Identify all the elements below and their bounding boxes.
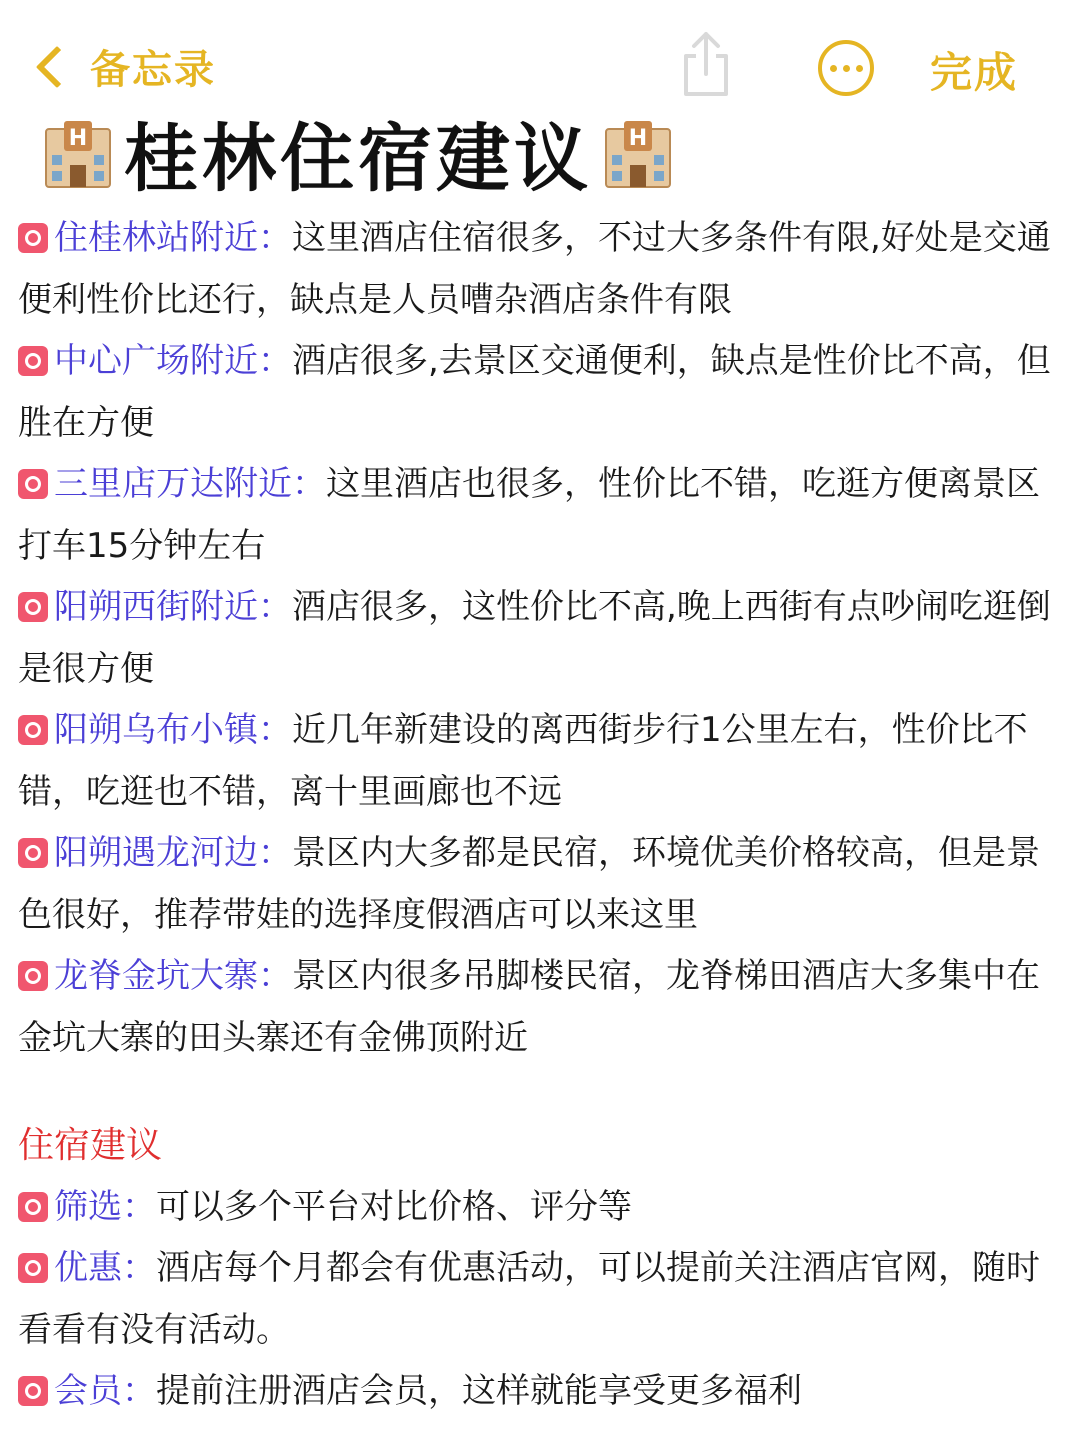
area-name: 阳朔遇龙河边： bbox=[54, 833, 292, 873]
list-item bbox=[18, 700, 1070, 823]
nav-bar bbox=[0, 0, 1080, 110]
red-circle-bullet-icon bbox=[18, 715, 48, 745]
red-circle-bullet-icon bbox=[18, 346, 48, 376]
section-heading: 住宿建议 bbox=[18, 1125, 163, 1166]
red-circle-bullet-icon bbox=[18, 1253, 48, 1283]
tip-name: 优惠： bbox=[54, 1248, 156, 1288]
list-item bbox=[18, 577, 1070, 700]
done-button[interactable]: 完成 bbox=[930, 48, 1019, 97]
area-name: 阳朔乌布小镇： bbox=[54, 710, 292, 750]
area-name: 中心广场附近： bbox=[54, 341, 292, 381]
svg-text:H: H bbox=[628, 126, 648, 151]
area-name: 住桂林站附近： bbox=[54, 218, 292, 258]
red-circle-bullet-icon bbox=[18, 1192, 48, 1222]
red-circle-bullet-icon bbox=[18, 838, 48, 868]
area-name: 龙脊金坑大寨： bbox=[54, 956, 292, 996]
area-text: 景区内很多吊脚楼民宿，龙脊梯田酒店大多集中在金坑大寨的田头寨还有金佛顶附近 bbox=[18, 956, 1040, 1058]
tip-name: 会员： bbox=[54, 1371, 156, 1411]
area-name: 三里店万达附近： bbox=[54, 464, 326, 504]
share-icon[interactable] bbox=[678, 30, 734, 98]
list-item bbox=[18, 208, 1070, 331]
area-text: 近几年新建设的离西街步行1公里左右，性价比不错，吃逛也不错，离十里画廊也不远 bbox=[18, 710, 1028, 812]
tip-text: 酒店每个月都会有优惠活动，可以提前关注酒店官网，随时看看有没有活动。 bbox=[18, 1248, 1040, 1350]
area-text: 这里酒店也很多，性价比不错，吃逛方便离景区打车15分钟左右 bbox=[18, 464, 1040, 566]
list-item bbox=[18, 946, 1070, 1069]
chevron-left-icon bbox=[36, 45, 78, 87]
area-text: 景区内大多都是民宿，环境优美价格较高，但是景色很好，推荐带娃的选择度假酒店可以来这里 bbox=[18, 833, 1040, 935]
tip-text: 提前注册酒店会员，这样就能享受更多福利 bbox=[156, 1371, 802, 1411]
list-item bbox=[18, 1238, 1070, 1361]
red-circle-bullet-icon bbox=[18, 469, 48, 499]
more-icon[interactable] bbox=[818, 40, 874, 96]
page-title: 桂林住宿建议 bbox=[124, 116, 592, 202]
area-name: 阳朔西街附近： bbox=[54, 587, 292, 627]
red-circle-bullet-icon bbox=[18, 223, 48, 253]
red-circle-bullet-icon bbox=[18, 1376, 48, 1406]
area-text: 酒店很多，这性价比不高,晚上西街有点吵闹吃逛倒是很方便 bbox=[18, 587, 1051, 689]
list-item bbox=[18, 1361, 1070, 1423]
area-text: 这里酒店住宿很多，不过大多条件有限,好处是交通便利性价比还行，缺点是人员嘈杂酒店条件有限 bbox=[18, 218, 1051, 320]
tip-text: 可以多个平台对比价格、评分等 bbox=[156, 1186, 632, 1227]
hotel-emoji-icon bbox=[600, 115, 676, 191]
spacer bbox=[18, 1069, 1070, 1115]
list-item bbox=[18, 331, 1070, 454]
svg-text:H: H bbox=[68, 126, 88, 151]
tip-name: 筛选： bbox=[54, 1186, 156, 1227]
list-item bbox=[18, 823, 1070, 946]
hotel-emoji-icon bbox=[40, 115, 116, 191]
list-item bbox=[18, 454, 1070, 577]
red-circle-bullet-icon bbox=[18, 961, 48, 991]
note-title-row bbox=[40, 108, 676, 202]
note-body[interactable] bbox=[18, 208, 1070, 1423]
red-circle-bullet-icon bbox=[18, 592, 48, 622]
back-label: 备忘录 bbox=[90, 47, 216, 93]
area-text: 酒店很多,去景区交通便利，缺点是性价比不高，但胜在方便 bbox=[18, 341, 1051, 443]
back-button[interactable] bbox=[30, 38, 216, 95]
list-item bbox=[18, 1177, 1070, 1239]
